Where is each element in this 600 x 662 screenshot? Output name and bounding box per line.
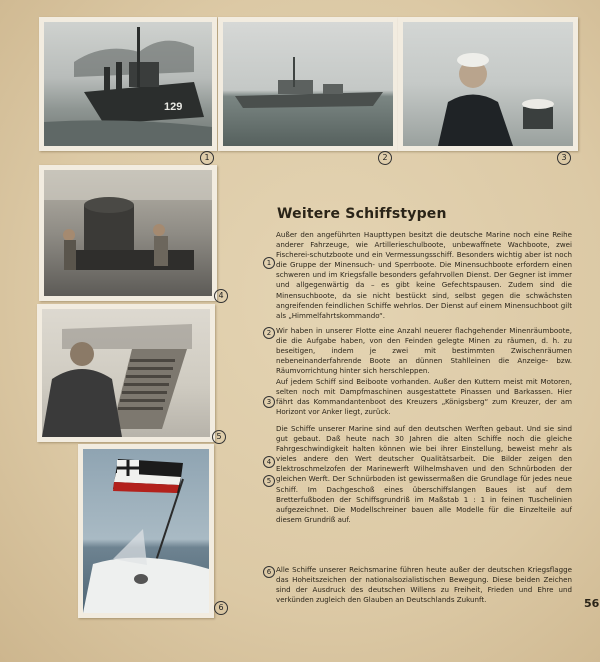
photo-number-3: 3: [557, 151, 571, 165]
photo-ship-at-sea-image: [223, 22, 393, 146]
photo-number-2: 2: [378, 151, 392, 165]
paragraph-marker-6: 6: [263, 566, 275, 578]
photo-3: [398, 17, 578, 151]
loft-floor-illustration: [42, 309, 210, 437]
hull-number: 129: [164, 101, 183, 113]
photo-furnace-image: [44, 170, 212, 296]
paragraph-4: Die Schiffe unserer Marine sind auf den deutschen Werften gebaut. Und sie sind gut gebaut. Daß heute nach 30 Jahren die alten Schiffe noch die gleiche Fahrgeschwindigkeit halten können wie bei ihrer Einstellung, beweist mehr als vieles andere den Wert deutscher Qualitätsarbeit. Die Bilder zeigen den Elektroschmelzofen der Marinewerft Wilhelmshaven und den Schnürboden der gleichen Werft. Der Schnürboden ist gewissermaßen die Grundlage für jedes neue Schiff. Im Dachgeschoß eines überschiffslangen Baues ist auf dem Bretterfußboden der Schiffsgrundriß im Maßstab 1 : 1 in feinen Tuschelinien aufgezeichnet. Die Modellschreiner bauen alle Modelle für die Einzelteile auf diesem Grundriß auf.: [276, 424, 572, 524]
paragraph-3: Auf jedem Schiff sind Beiboote vorhanden. Außer den Kuttern meist mit Motoren, selten noch mit Dampfmaschinen ausgestattete Pinassen und Barkassen. Hier fährt das Kommandantenboot des Kreuzers „Königsberg“ zum Kreuzer, der am Horizont vor Anker liegt, zurück.: [276, 377, 572, 417]
paragraph-marker-2: 2: [263, 327, 275, 339]
photo-5: [37, 304, 215, 442]
photo-loft-floor-image: [42, 309, 210, 437]
paragraph-marker-5: 5: [263, 475, 275, 487]
photo-number-6: 6: [214, 601, 228, 615]
paragraph-marker-4: 4: [263, 456, 275, 468]
photo-sailor-image: [403, 22, 573, 146]
photo-6: [78, 444, 214, 618]
paragraph-5: Alle Schiffe unserer Reichsmarine führen heute außer der deutschen Kriegsflagge das Hoheitszeichen der nationalsozialistischen Bewegung. Diese beiden Zeichen sind der Ausdruck des deutschen Willens zu Freiheit, Frieden und Ehre und verkünden zugleich den Glauben an Deutschlands Zukunft.: [276, 565, 572, 605]
paragraph-2: Wir haben in unserer Flotte eine Anzahl neuerer flachgehender Minenräumboote, die die Aufgabe haben, von den Feinden gelegte Minen zu räumen, d. h. zu beseitigen, indem je zwei mit bestimmten Zwischenräumen nebeneinanderfahrende Boote an dünnen Stahlleinen die Anzeige- bzw. Räumvorrichtung hinter sich herschleppen.: [276, 326, 572, 376]
warship-illustration: [44, 22, 212, 146]
page-heading: Weitere Schiffstypen: [277, 206, 447, 222]
minesweeper-illustration: [223, 22, 393, 146]
photo-4: [39, 165, 217, 301]
sailor-illustration: [403, 22, 573, 146]
photo-number-4: 4: [214, 289, 228, 303]
paragraph-marker-1: 1: [263, 257, 275, 269]
photo-warship-image: [44, 22, 212, 146]
paragraph-1: Außer den angeführten Haupttypen besitzt die deutsche Marine noch eine Reihe anderer Fahrzeuge, wie Artillerieschulboote, unbewaffnete Wachboote, zwei Fischerei-schutzboote und ein Vermessungsschiff. Besonders wichtig aber ist noch die Gruppe der Minensuch- und Sperrboote. Die Minensuchboote erfordern einen schweren und im Kriegsfalle besonders gefahrvollen Dienst. Der Gegner ist immer und allgegenwärtig da – es gibt keine Gefechtspausen. Zudem sind die Minensuchboote, da sie nicht bestückt sind, selbst gegen die schwächsten angreifenden feindlichen Schiffe wehrlos. Der Dienst auf einem Minensuchboot gilt als „Himmelfahrtskommando“.: [276, 230, 572, 320]
paragraph-marker-3: 3: [263, 396, 275, 408]
furnace-illustration: [44, 170, 212, 296]
photo-number-5: 5: [212, 430, 226, 444]
flag-bow-illustration: [83, 449, 209, 613]
photo-1: [39, 17, 217, 151]
photo-flag-bow-image: [83, 449, 209, 613]
photo-2: [218, 17, 398, 151]
page-number: 56: [584, 597, 600, 610]
photo-number-1: 1: [200, 151, 214, 165]
